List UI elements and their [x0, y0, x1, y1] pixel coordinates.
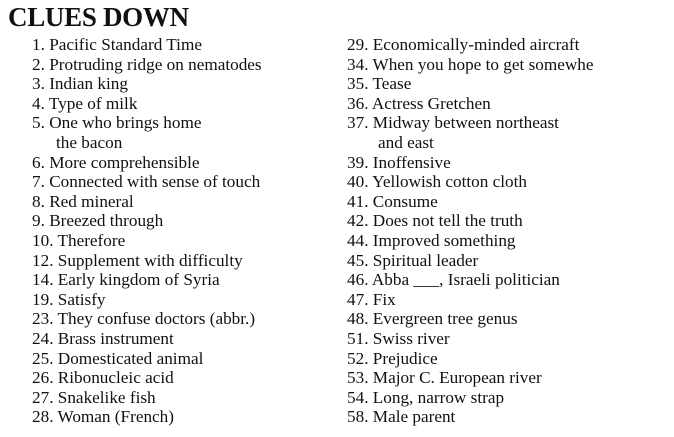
- clue-number: 36.: [347, 93, 369, 113]
- clue-item: [32, 251, 344, 271]
- clue-text: Tease: [372, 74, 412, 94]
- clue-number: 46.: [347, 270, 369, 290]
- clue-number: 1.: [32, 35, 45, 54]
- clue-text: Therefore: [57, 230, 126, 250]
- clue-number: 52.: [347, 348, 369, 368]
- clue-item: [32, 329, 344, 349]
- clue-number: 26.: [32, 368, 54, 388]
- clue-number: 53.: [347, 368, 369, 388]
- clue-number: 10.: [32, 230, 54, 250]
- clue-number: 37.: [347, 113, 369, 133]
- clue-number: 47.: [347, 289, 369, 309]
- clue-number: 45.: [347, 250, 369, 270]
- clue-text: Connected with sense of touch: [49, 172, 261, 192]
- clue-item: [32, 211, 344, 231]
- clue-number: 25.: [32, 348, 54, 368]
- clue-number: 2.: [32, 54, 45, 74]
- clue-number: 12.: [32, 250, 54, 270]
- clue-text: Economically-minded aircraft: [372, 35, 580, 54]
- clue-text: They confuse doctors (abbr.): [57, 309, 256, 329]
- clue-number: 42.: [347, 211, 369, 231]
- clue-item: [32, 270, 344, 290]
- clue-text: Supplement with difficulty: [57, 250, 243, 270]
- clue-continuation: and east: [378, 132, 434, 152]
- clue-text: Pacific Standard Time: [49, 35, 202, 54]
- clue-text: Swiss river: [372, 328, 450, 348]
- clue-number: 28.: [32, 407, 54, 427]
- clue-text: Woman (French): [57, 407, 174, 427]
- clue-text: Snakelike fish: [57, 387, 156, 407]
- clue-item: [347, 172, 674, 192]
- clue-number: 14.: [32, 270, 54, 290]
- clue-item: [347, 270, 674, 290]
- clue-item: [32, 74, 344, 94]
- clue-item: [347, 192, 674, 212]
- clue-item: [32, 349, 344, 369]
- clue-item: [347, 368, 674, 388]
- clue-item: [347, 35, 674, 55]
- clue-text: Yellowish cotton cloth: [372, 172, 528, 192]
- clue-item: [347, 113, 674, 133]
- clue-text: Evergreen tree genus: [372, 309, 518, 329]
- clue-text: Satisfy: [57, 289, 106, 309]
- clue-text: One who brings home: [49, 113, 202, 133]
- clue-text: Abba ___, Israeli politician: [371, 270, 560, 290]
- clue-number: 40.: [347, 172, 369, 192]
- clue-text: Ribonucleic acid: [57, 368, 174, 388]
- clue-text: Inoffensive: [372, 152, 451, 172]
- clue-item: [347, 309, 674, 329]
- clue-item: [32, 153, 344, 173]
- clue-number: 24.: [32, 328, 54, 348]
- clues-heading: CLUES DOWN: [8, 2, 189, 32]
- clue-text: Breezed through: [49, 211, 164, 231]
- clue-number: 51.: [347, 328, 369, 348]
- clue-item: [347, 251, 674, 271]
- clue-continuation: the bacon: [56, 132, 123, 152]
- clue-text: Male parent: [372, 407, 456, 427]
- clue-number: 19.: [32, 289, 54, 309]
- clue-number: 8.: [32, 191, 45, 211]
- clue-item: [32, 290, 344, 310]
- clue-text: Actress Gretchen: [371, 93, 491, 113]
- clue-item: [347, 349, 674, 369]
- clue-item: [347, 231, 674, 251]
- clue-text: Midway between northeast: [372, 113, 559, 133]
- clue-item: [32, 309, 344, 329]
- clue-text: Spiritual leader: [372, 250, 479, 270]
- clue-text: Domesticated animal: [57, 348, 204, 368]
- clue-item: [347, 388, 674, 408]
- clue-number: 44.: [347, 230, 369, 250]
- clue-text: Prejudice: [372, 348, 438, 368]
- clue-number: 48.: [347, 309, 369, 329]
- clue-text: More comprehensible: [49, 152, 200, 172]
- clue-number: 41.: [347, 191, 369, 211]
- clue-item: [32, 368, 344, 388]
- clue-item: [347, 407, 674, 427]
- clue-text: Protruding ridge on nematodes: [49, 54, 262, 74]
- clue-item: [32, 192, 344, 212]
- clue-item: [32, 113, 344, 133]
- clues-right-column: [347, 35, 674, 427]
- clue-text: When you hope to get somewhe: [372, 54, 594, 74]
- clue-number: 54.: [347, 387, 369, 407]
- clue-number: 39.: [347, 152, 369, 172]
- clue-number: 6.: [32, 152, 45, 172]
- clue-text: Indian king: [49, 74, 128, 94]
- clue-number: 9.: [32, 211, 45, 231]
- clue-item: [347, 290, 674, 310]
- clue-item: [347, 55, 674, 75]
- clue-item: [32, 55, 344, 75]
- clue-number: 34.: [347, 54, 369, 74]
- clue-item: [347, 329, 674, 349]
- clue-text: Brass instrument: [57, 328, 174, 348]
- clue-number: 3.: [32, 74, 45, 94]
- clue-number: 7.: [32, 172, 45, 192]
- clue-item: [32, 35, 344, 55]
- clue-text: Red mineral: [49, 191, 134, 211]
- clue-number: 4.: [32, 93, 45, 113]
- clue-item: [347, 211, 674, 231]
- clue-item: [32, 407, 344, 427]
- clue-number: 58.: [347, 407, 369, 427]
- clue-text: Improved something: [372, 230, 516, 250]
- clue-number: 5.: [32, 113, 45, 133]
- clue-text: Does not tell the truth: [372, 211, 523, 231]
- clue-text: Type of milk: [48, 93, 138, 113]
- clue-text: Consume: [372, 191, 438, 211]
- clue-text: Early kingdom of Syria: [57, 270, 220, 290]
- clue-item: [32, 231, 344, 251]
- clue-number: 29.: [347, 35, 369, 54]
- clue-text: Fix: [372, 289, 396, 309]
- clue-item: [347, 94, 674, 114]
- clues-left-column: [32, 35, 344, 427]
- clue-item: [32, 388, 344, 408]
- clue-text: Major C. European river: [372, 368, 542, 388]
- clue-item: [347, 74, 674, 94]
- clue-text: Long, narrow strap: [372, 387, 505, 407]
- clue-number: 23.: [32, 309, 54, 329]
- clue-number: 27.: [32, 387, 54, 407]
- clue-number: 35.: [347, 74, 369, 94]
- clue-item: [32, 172, 344, 192]
- clue-item: [347, 153, 674, 173]
- clue-item: [32, 94, 344, 114]
